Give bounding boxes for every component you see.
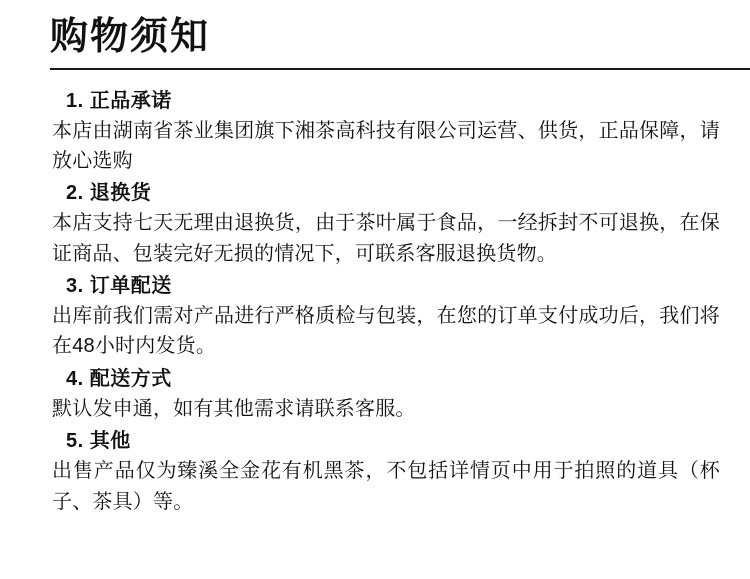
section-heading: 3. 订单配送 xyxy=(66,275,172,298)
section-heading: 4. 配送方式 xyxy=(66,367,172,390)
notice-content xyxy=(0,70,750,518)
section-heading: 1. 正品承诺 xyxy=(66,89,172,112)
page-title: 购物须知 xyxy=(50,16,211,58)
notice-section xyxy=(52,426,720,517)
title-block xyxy=(0,0,750,70)
section-body: 出售产品仅为臻溪全金花有机黑茶，不包括详情页中用于拍照的道具（杯子、茶具）等。 xyxy=(52,460,720,513)
notice-section xyxy=(52,271,720,362)
section-body: 本店支持七天无理由退换货，由于茶叶属于食品，一经拆封不可退换，在保证商品、包装完好无损的情况下，可联系客服退换货物。 xyxy=(52,212,720,265)
section-body: 默认发申通，如有其他需求请联系客服。 xyxy=(52,397,416,420)
section-heading: 5. 其他 xyxy=(66,430,131,453)
notice-section xyxy=(52,86,720,177)
section-body: 本店由湖南省茶业集团旗下湘茶高科技有限公司运营、供货，正品保障，请放心选购 xyxy=(52,119,720,172)
notice-section xyxy=(52,178,720,269)
notice-section xyxy=(52,364,720,424)
section-heading: 2. 退换货 xyxy=(66,182,152,205)
section-body: 出库前我们需对产品进行严格质检与包装，在您的订单支付成功后，我们将在48小时内发货。 xyxy=(52,305,720,358)
